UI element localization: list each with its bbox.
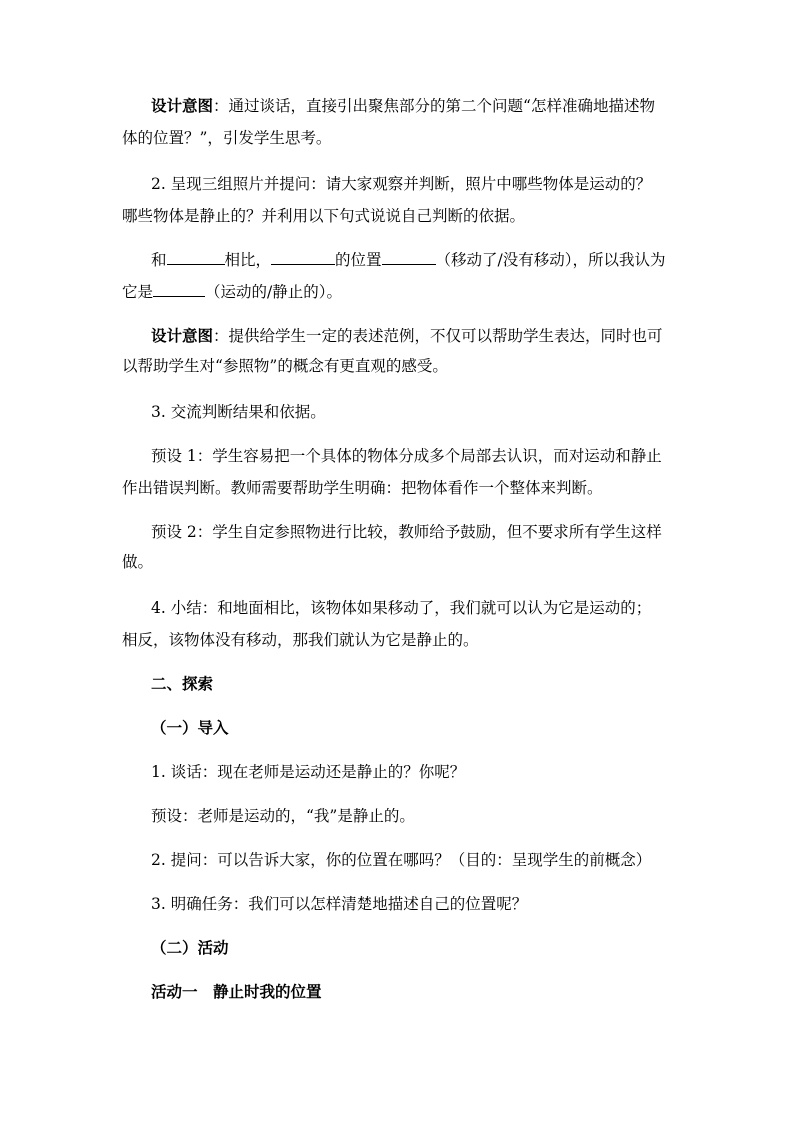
- step-3: 3. 交流判断结果和依据。: [151, 403, 326, 421]
- preset-1-line-1: 预设 1：学生容易把一个具体的物体分成多个局部去认识，而对运动和静止: [151, 447, 662, 465]
- sentence-pattern-line-1: 和 相比， 的位置 （移动了/没有移动），所以我认为: [151, 251, 666, 269]
- design-intent-2-line-2: 以帮助学生对“参照物”的概念有更直观的感受。: [122, 357, 448, 375]
- intro-item-1: 1. 谈话：现在老师是运动还是静止的？你呢？: [151, 763, 466, 781]
- preset-2-line-2: 做。: [122, 553, 154, 571]
- intro-item-3: 3. 明确任务：我们可以怎样清楚地描述自己的位置呢？: [151, 895, 528, 913]
- subsection-heading-intro: （一）导入: [151, 718, 229, 737]
- design-intent-label: 设计意图: [151, 326, 214, 345]
- intro-preset: 预设：老师是运动的，“我”是静止的。: [151, 807, 415, 825]
- sentence-pattern-line-2: 它是 （运动的/静止的）。: [122, 283, 342, 301]
- design-intent-label: 设计意图: [151, 96, 214, 115]
- fill-blank: [271, 250, 335, 265]
- step-2-line-2: 哪些物体是静止的？并利用以下句式说说自己判断的依据。: [122, 207, 526, 225]
- fill-blank: [382, 250, 436, 265]
- subsection-heading-activity: （二）活动: [151, 938, 229, 957]
- summary-line-1: 4. 小结：和地面相比，该物体如果移动了，我们就可以认为它是运动的；: [151, 599, 652, 617]
- design-intent-1-line-1: 设计意图：通过谈话，直接引出聚焦部分的第二个问题“怎样准确地描述物: [151, 96, 655, 115]
- intro-item-2: 2. 提问：可以告诉大家，你的位置在哪吗？（目的：呈现学生的前概念）: [151, 851, 652, 869]
- fill-blank: [153, 282, 205, 297]
- design-intent-2-line-1: 设计意图：提供给学生一定的表述范例，不仅可以帮助学生表达，同时也可: [151, 326, 663, 345]
- step-2-line-1: 2. 呈现三组照片并提问：请大家观察并判断，照片中哪些物体是运动的？: [151, 175, 652, 193]
- preset-1-line-2: 作出错误判断。教师需要帮助学生明确：把物体看作一个整体来判断。: [122, 479, 603, 497]
- summary-line-2: 相反，该物体没有移动，那我们就认为它是静止的。: [122, 631, 479, 649]
- design-intent-1-line-2: 体的位置？”，引发学生思考。: [122, 129, 332, 147]
- section-heading-explore: 二、探索: [151, 674, 214, 693]
- activity-1-heading: 活动一 静止时我的位置: [151, 982, 322, 1001]
- preset-2-line-1: 预设 2：学生自定参照物进行比较，教师给予鼓励，但不要求所有学生这样: [151, 523, 662, 541]
- fill-blank: [167, 250, 225, 265]
